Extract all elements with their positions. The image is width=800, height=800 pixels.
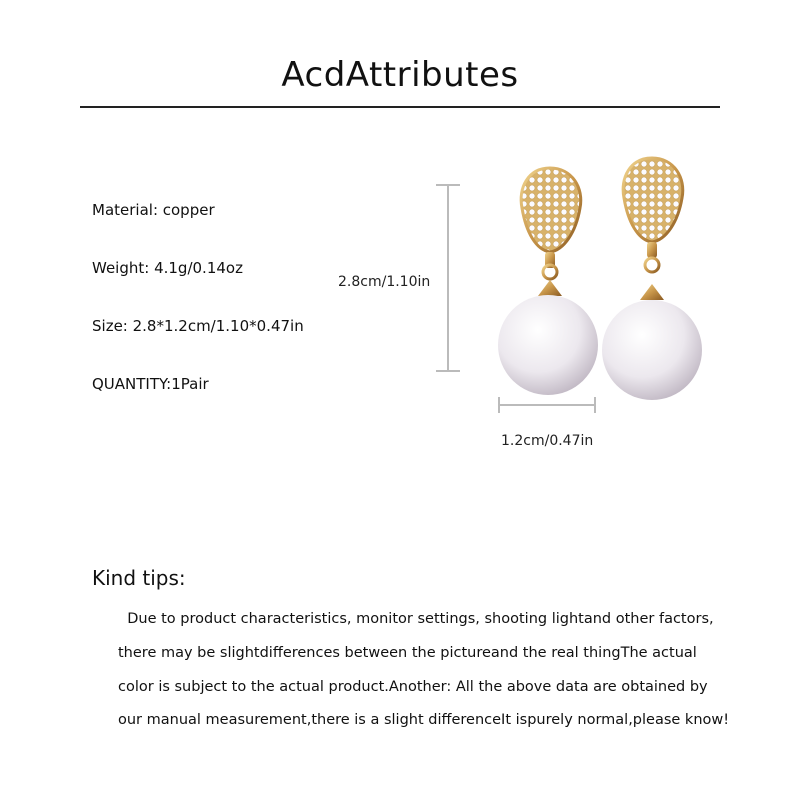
tip-line-4: our manual measurement,there is a slight differenceIt ispurely normal,please know! [118,712,730,728]
tip-line-2: there may be slightdifferences between the pictureand the real thingThe actual [118,645,697,661]
attribute-weight: Weight: 4.1g/0.14oz [92,259,243,277]
page-title: AcdAttributes [281,55,519,95]
width-dimension-label: 1.2cm/0.47in [501,433,594,449]
tip-line-3: color is subject to the actual product.Another: All the above data are obtained by [118,679,708,695]
width-dimension-line [499,397,595,413]
attribute-size: Size: 2.8*1.2cm/1.10*0.47in [92,317,304,335]
attribute-quantity: QUANTITY:1Pair [92,375,209,393]
tip-line-1: Due to product characteristics, monitor settings, shooting lightand other factors, [118,611,714,627]
height-dimension-label: 2.8cm/1.10in [338,274,431,290]
height-dimension-line [436,185,460,371]
tips-heading: Kind tips: [92,566,186,590]
attribute-material: Material: copper [92,201,215,219]
earring-left [498,168,598,395]
earring-right [602,158,702,400]
